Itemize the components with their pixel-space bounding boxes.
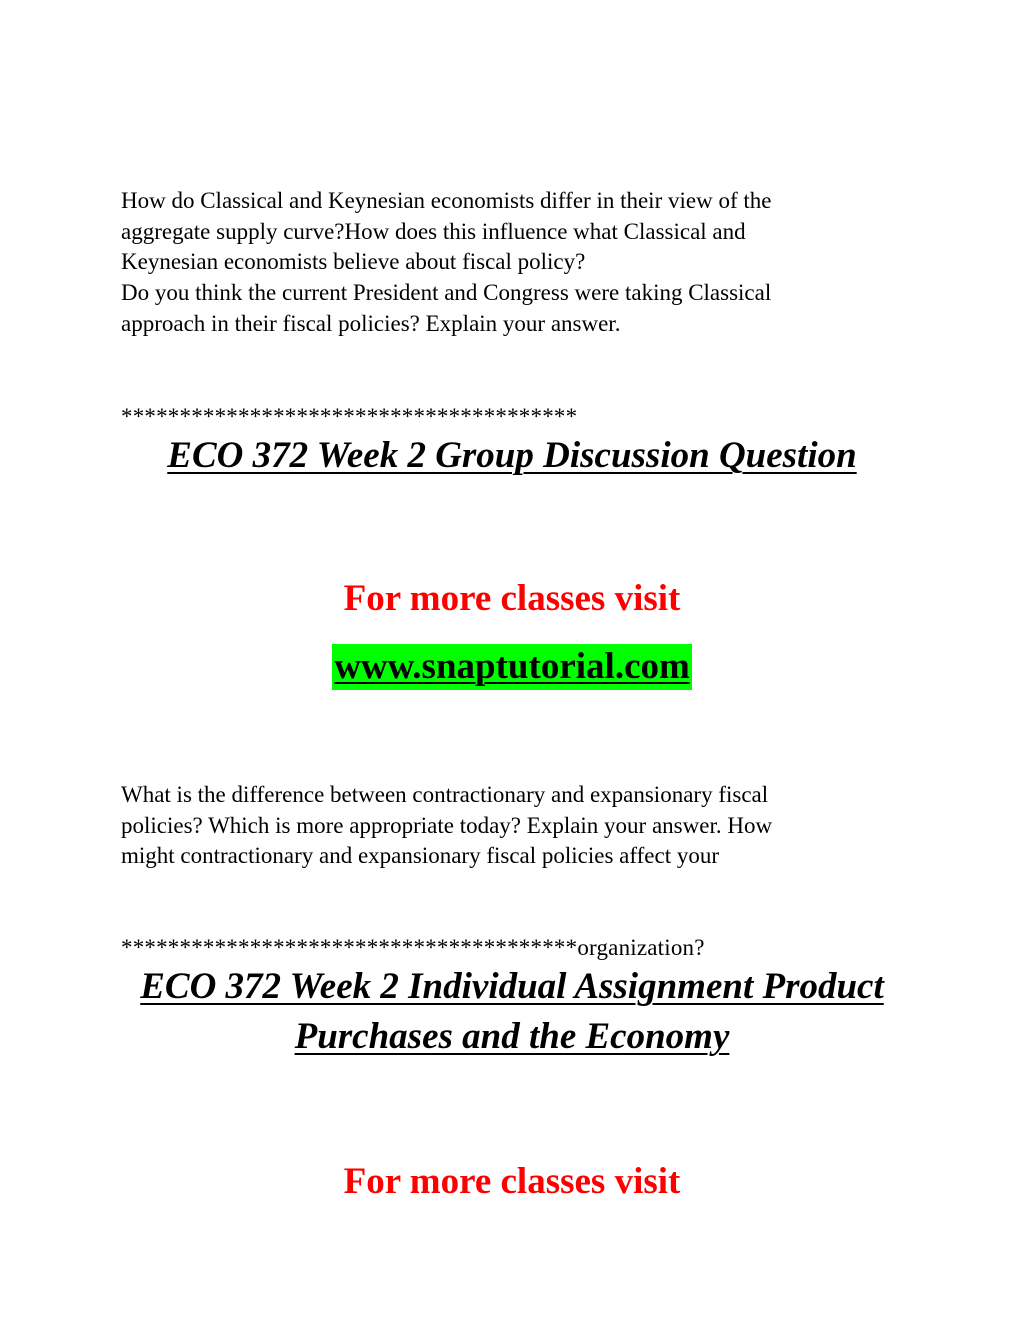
heading-line: ECO 372 Week 2 Individual Assignment Product: [140, 966, 884, 1007]
section-2-title: [0, 962, 1024, 1062]
paragraph-line: aggregate supply curve?How does this influence what Classical and: [121, 218, 746, 244]
visit-text: For more classes visit: [343, 1161, 681, 1202]
paragraph-line: How do Classical and Keynesian economists differ in their view of the: [121, 188, 772, 213]
paragraph-line: Keynesian economists believe about fiscal policy?: [121, 249, 586, 275]
snaptutorial-link[interactable]: www.snaptutorial.com: [332, 644, 692, 690]
heading-line: Purchases and the Economy: [294, 1016, 730, 1057]
link-container: [0, 644, 1024, 690]
paragraph-line: What is the difference between contractionary and expansionary fiscal: [121, 782, 769, 807]
separator-stars-with-tail: [121, 933, 705, 963]
stars-text: ***************************************: [121, 404, 578, 429]
heading-line: ECO 372 Week 2 Group Discussion Question: [167, 435, 857, 476]
stars-text: ***************************************: [121, 935, 578, 960]
paragraph-line: policies? Which is more appropriate today? Explain your answer. How: [121, 812, 773, 838]
paragraph-line: approach in their fiscal policies? Explain your answer.: [121, 310, 621, 336]
paragraph-line: might contractionary and expansionary fiscal policies affect your: [121, 843, 719, 869]
paragraph-line: Do you think the current President and Congress were taking Classical: [121, 280, 772, 306]
question-paragraph: [121, 780, 921, 872]
visit-text: For more classes visit: [343, 578, 681, 619]
intro-paragraph: [121, 186, 921, 340]
separator-stars: [121, 402, 577, 432]
section-1-title: [0, 431, 1024, 481]
stars-tail-text: organization?: [577, 935, 705, 960]
